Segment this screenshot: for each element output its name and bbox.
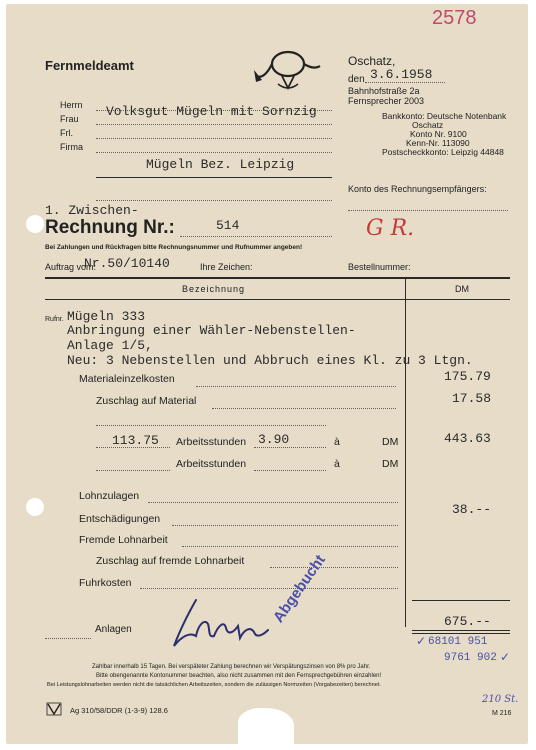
currency-label-2: DM xyxy=(382,458,399,470)
footer-payment-terms: Zahlbar innerhalb 15 Tagen. Bei verspäteter Zahlung berechnen wir Verspätungszinsen von 8% pro Jahr. xyxy=(92,664,371,670)
material-costs-label: Materialeinzelkosten xyxy=(79,373,175,385)
invoice-date: 3.6.1958 xyxy=(370,67,433,82)
attachments-line-left xyxy=(45,638,91,639)
invoice-title: Rechnung Nr.: xyxy=(45,217,175,238)
external-surcharge-line xyxy=(270,567,398,568)
wage-supplements-line xyxy=(148,502,398,503)
column-header-description: Bezeichnung xyxy=(182,284,246,294)
column-header-amount: DM xyxy=(455,284,469,294)
salutation-herrn: Herrn xyxy=(60,100,83,110)
handwritten-mark: G R. xyxy=(366,216,415,241)
booked-stamp: Abgebucht xyxy=(270,551,329,626)
compensation-line xyxy=(172,525,398,526)
external-labor-label: Fremde Lohnarbeit xyxy=(79,534,168,546)
work-hours-value: 3.90 xyxy=(258,432,290,447)
handwritten-signature xyxy=(168,596,278,656)
booking-number-2: 9761 902 xyxy=(444,652,497,664)
compensation-amount: 38.-- xyxy=(452,502,492,517)
labor-amount: 443.63 xyxy=(444,431,491,446)
footer-account-note: Bitte obengenannte Kontonummer beachten, also nicht zusammen mit den Fernsprechgebühren einzahlen! xyxy=(96,673,382,679)
recipient-line-2 xyxy=(96,124,332,125)
phone-value: Mügeln 333 xyxy=(67,309,146,324)
work-hours-label: Arbeitsstunden xyxy=(176,436,247,448)
invoice-prefix: 1. Zwischen- xyxy=(45,203,139,218)
bank-account: Bankkonto: Deutsche Notenbank xyxy=(382,111,507,121)
bank-account-number: Konto Nr. 9100 xyxy=(410,129,467,139)
printer-logo xyxy=(46,702,62,716)
account-label: Konto des Rechnungsempfängers: xyxy=(348,184,487,194)
payment-instruction: Bei Zahlungen und Rückfragen bitte Rechnungsnummer und Rufnummer angeben! xyxy=(45,244,303,251)
hourly-rate: 113.75 xyxy=(112,433,159,448)
total-rule-top xyxy=(412,630,510,631)
table-top-rule xyxy=(45,277,510,279)
date-line xyxy=(365,82,445,83)
place: Oschatz, xyxy=(348,54,396,68)
address-street: Bahnhofstraße 2a xyxy=(348,86,420,96)
material-costs-amount: 175.79 xyxy=(444,369,491,384)
hourly-rate-line xyxy=(96,447,170,448)
wage-supplements-label: Lohnzulagen xyxy=(79,490,140,502)
form-id: M 216 xyxy=(492,710,512,717)
your-reference-label: Ihre Zeichen: xyxy=(200,262,253,272)
attachments-label: Anlagen xyxy=(95,624,132,635)
work-hours-label-2: Arbeitsstunden xyxy=(176,458,247,470)
punch-hole-top xyxy=(26,215,44,233)
pencil-note: 210 St. xyxy=(482,694,519,705)
order-value: Nr.50/10140 xyxy=(84,256,170,271)
form-code: Ag 310/58/DDR (1-3-9) 128.6 xyxy=(70,706,168,715)
total-rule-bottom xyxy=(412,633,510,634)
at-symbol: à xyxy=(334,436,340,448)
salutation-firma: Firma xyxy=(60,142,83,152)
recipient-name: Volksgut Mügeln mit Sornzig xyxy=(106,104,317,119)
compensation-label: Entschädigungen xyxy=(79,513,161,525)
transport-line xyxy=(140,588,398,589)
blank-line-1 xyxy=(96,425,326,426)
order-number-label: Bestellnummer: xyxy=(348,262,411,272)
table-header-rule xyxy=(45,299,510,300)
recipient-line-6 xyxy=(96,200,332,201)
account-line xyxy=(348,210,508,211)
salutation-frau: Frau xyxy=(60,114,79,124)
recipient-city: Mügeln Bez. Leipzig xyxy=(146,157,295,172)
transport-label: Fuhrkosten xyxy=(79,577,132,589)
recipient-line-3 xyxy=(96,138,332,139)
check-icon: ✓ xyxy=(416,634,427,648)
recipient-city-underline xyxy=(96,177,332,178)
material-costs-line xyxy=(196,386,396,387)
description-line-1: Anbringung einer Wähler-Nebenstellen- xyxy=(67,323,356,338)
bank-id-number: Kenn-Nr. 113090 xyxy=(406,138,470,148)
currency-label: DM xyxy=(382,436,399,448)
material-surcharge-amount: 17.58 xyxy=(452,391,492,406)
recipient-line-4 xyxy=(96,152,332,153)
footer-labor-note: Bei Leistungslohnarbeiten werden nicht die tatsächlichen Arbeitszeiten, sondern die zulässigen Normzeiten (Vorgabezeiten) berechnet. xyxy=(47,682,381,688)
archive-number: 2578 xyxy=(432,7,477,29)
posthorn-logo xyxy=(252,46,324,92)
address-phone: Fernsprecher 2003 xyxy=(348,96,425,106)
work-hours-line-2 xyxy=(254,470,326,471)
material-surcharge-label: Zuschlag auf Material xyxy=(96,395,197,407)
booking-number-1: 68101 951 xyxy=(428,636,488,648)
description-line-3: Neu: 3 Nebenstellen und Abbruch eines Kl. zu 3 Ltgn. xyxy=(67,353,473,368)
amount-subtotal-rule xyxy=(412,600,510,601)
invoice-number-line xyxy=(180,236,332,237)
office-name: Fernmeldeamt xyxy=(45,58,134,73)
hourly-rate-line-2 xyxy=(96,470,170,471)
punch-hole-bottom xyxy=(26,498,44,516)
bank-city: Oschatz xyxy=(412,120,444,130)
external-surcharge-label: Zuschlag auf fremde Lohnarbeit xyxy=(96,555,245,567)
work-hours-line xyxy=(254,447,326,448)
total-amount: 675.-- xyxy=(444,614,491,629)
postal-account: Postscheckkonto: Leipzig 44848 xyxy=(382,147,504,157)
external-labor-line xyxy=(182,546,398,547)
torn-corner xyxy=(238,708,294,744)
order-label: Auftrag vom: xyxy=(45,262,97,272)
invoice-number: 514 xyxy=(216,218,240,233)
description-line-2: Anlage 1/5, xyxy=(67,338,153,353)
phone-label: Rufnr. xyxy=(45,316,64,323)
material-surcharge-line xyxy=(212,408,396,409)
salutation-frl: Frl. xyxy=(60,128,73,138)
check-icon-2: ✓ xyxy=(500,650,511,664)
column-divider xyxy=(405,277,406,627)
at-symbol-2: à xyxy=(334,458,340,470)
date-prefix: den xyxy=(348,74,365,85)
